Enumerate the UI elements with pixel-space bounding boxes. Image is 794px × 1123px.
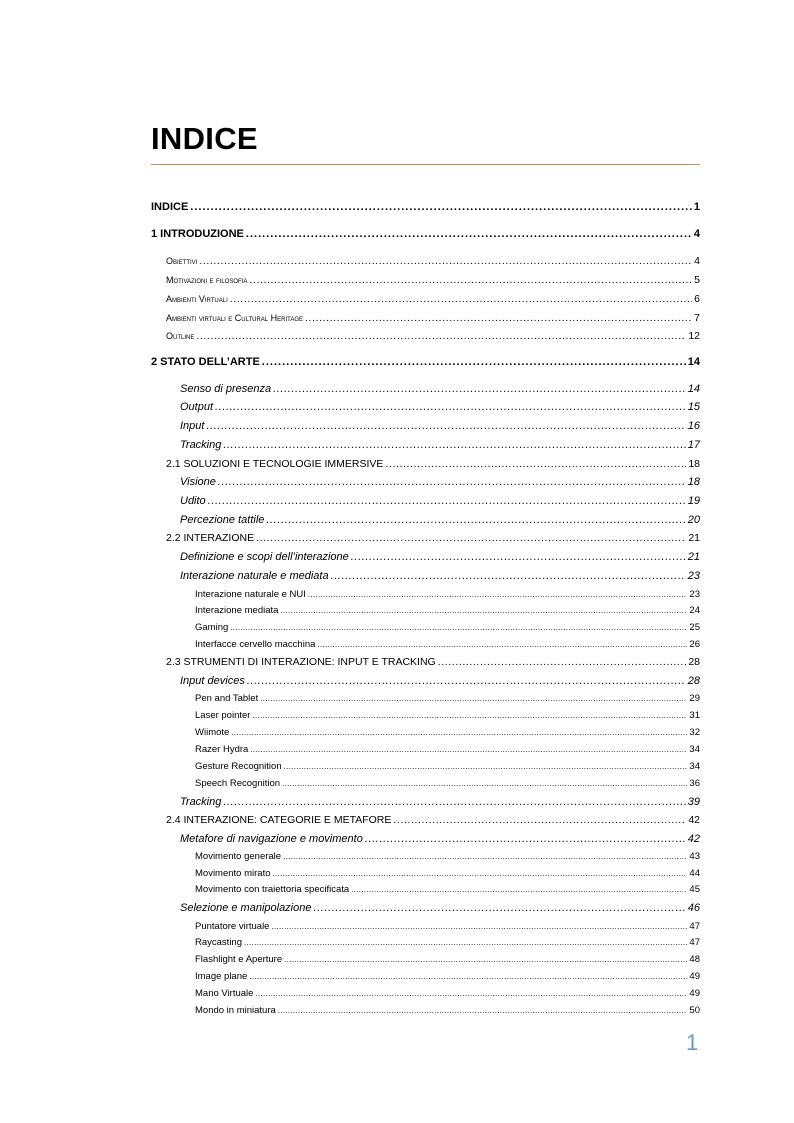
toc-entry[interactable] bbox=[195, 884, 700, 895]
toc-entry[interactable] bbox=[180, 796, 700, 808]
toc-entry[interactable] bbox=[195, 868, 700, 879]
toc-entry[interactable] bbox=[180, 551, 700, 563]
toc-entry-label: Interfacce cervello macchina bbox=[195, 639, 316, 650]
toc-entry-page: 1 bbox=[693, 201, 700, 213]
toc-entry[interactable] bbox=[180, 476, 700, 488]
toc-leader bbox=[208, 495, 686, 507]
toc-entry-page: 4 bbox=[694, 255, 700, 267]
toc-entry[interactable] bbox=[180, 420, 700, 432]
toc-entry-label: Outline bbox=[166, 331, 195, 341]
toc-entry-page: 16 bbox=[687, 420, 700, 432]
toc-leader bbox=[230, 293, 692, 305]
toc-leader bbox=[231, 727, 687, 738]
toc-entry-label: Metafore di navigazione e movimento bbox=[180, 833, 363, 845]
toc-leader bbox=[284, 761, 688, 772]
toc-entry-page: 48 bbox=[689, 954, 700, 965]
toc-entry[interactable] bbox=[195, 937, 700, 948]
toc-leader bbox=[247, 675, 686, 687]
toc-entry-page: 49 bbox=[689, 988, 700, 999]
toc-entry[interactable] bbox=[166, 274, 700, 286]
toc-entry-label: 2.4 INTERAZIONE: CATEGORIE E METAFORE bbox=[166, 814, 392, 826]
toc-entry-label: Output bbox=[180, 401, 214, 413]
toc-entry-page: 23 bbox=[687, 570, 700, 582]
toc-entry-label: 2.1 SOLUZIONI E TECNOLOGIE IMMERSIVE bbox=[166, 458, 384, 470]
toc-leader bbox=[206, 420, 685, 432]
toc-entry-label: Motivazioni e filosofia bbox=[166, 275, 248, 285]
toc-entry-page: 7 bbox=[694, 312, 700, 324]
toc-entry[interactable] bbox=[180, 439, 700, 451]
toc-leader bbox=[199, 255, 692, 267]
toc-entry[interactable] bbox=[180, 495, 700, 507]
toc-leader bbox=[273, 383, 686, 395]
toc-entry-page: 42 bbox=[687, 833, 700, 845]
toc-entry-page: 4 bbox=[693, 228, 700, 240]
toc-leader bbox=[255, 988, 687, 999]
toc-entry-label: 2.3 STRUMENTI DI INTERAZIONE: INPUT E TRACKING bbox=[166, 656, 436, 668]
toc-leader bbox=[317, 639, 687, 650]
toc-entry-page: 50 bbox=[689, 1005, 700, 1016]
toc-entry-label: Movimento generale bbox=[195, 851, 282, 862]
toc-entry-page: 5 bbox=[694, 274, 700, 286]
toc-leader bbox=[252, 710, 687, 721]
toc-entry-page: 17 bbox=[687, 439, 700, 451]
toc-leader bbox=[365, 833, 686, 845]
toc-entry[interactable] bbox=[166, 532, 700, 544]
toc-entry-label: Speech Recognition bbox=[195, 778, 281, 789]
toc-entry-page: 28 bbox=[688, 656, 700, 668]
toc-entry[interactable] bbox=[166, 293, 700, 305]
toc-entry[interactable] bbox=[166, 330, 700, 342]
toc-leader bbox=[385, 458, 686, 470]
toc-entry-label: Raycasting bbox=[195, 937, 242, 948]
toc-entry-page: 36 bbox=[689, 778, 700, 789]
toc-entry-page: 24 bbox=[689, 605, 700, 616]
toc-entry[interactable] bbox=[151, 356, 700, 368]
toc-leader bbox=[438, 656, 687, 668]
toc-leader bbox=[196, 330, 686, 342]
toc-entry-page: 14 bbox=[687, 383, 700, 395]
title-underline bbox=[151, 164, 700, 165]
toc-entry-label: Gesture Recognition bbox=[195, 761, 282, 772]
toc-entry-label: Razer Hydra bbox=[195, 744, 249, 755]
toc-entry-page: 20 bbox=[687, 514, 700, 526]
toc-entry[interactable] bbox=[180, 902, 700, 914]
toc-entry-page: 39 bbox=[687, 796, 700, 808]
toc-entry[interactable] bbox=[195, 851, 700, 862]
toc-entry-label: Tracking bbox=[180, 439, 222, 451]
toc-leader bbox=[282, 778, 687, 789]
toc-entry-label: Percezione tattile bbox=[180, 514, 265, 526]
toc-entry-page: 12 bbox=[688, 330, 700, 342]
toc-entry-page: 25 bbox=[689, 622, 700, 633]
toc-entry-page: 47 bbox=[689, 937, 700, 948]
toc-entry-label: Input bbox=[180, 420, 205, 432]
toc-entry[interactable] bbox=[151, 228, 700, 240]
toc-entry-page: 46 bbox=[687, 902, 700, 914]
toc-entry-page: 14 bbox=[687, 356, 700, 368]
toc-leader bbox=[331, 570, 686, 582]
toc-entry[interactable] bbox=[195, 589, 700, 600]
toc-leader bbox=[284, 954, 687, 965]
toc-leader bbox=[256, 532, 686, 544]
toc-leader bbox=[313, 902, 685, 914]
toc-entry-page: 34 bbox=[689, 744, 700, 755]
toc-entry-label: Image plane bbox=[195, 971, 248, 982]
toc-entry-page: 44 bbox=[689, 868, 700, 879]
page-title: INDICE bbox=[151, 121, 258, 156]
toc-entry-page: 49 bbox=[689, 971, 700, 982]
toc-leader bbox=[249, 274, 692, 286]
toc-entry-label: Input devices bbox=[180, 675, 245, 687]
toc-entry[interactable] bbox=[180, 833, 700, 845]
toc-entry-label: Mano Virtuale bbox=[195, 988, 254, 999]
toc-leader bbox=[215, 401, 686, 413]
toc-entry-label: Movimento con traiettoria specificata bbox=[195, 884, 350, 895]
toc-entry-page: 21 bbox=[688, 532, 700, 544]
toc-leader bbox=[260, 693, 687, 704]
toc-entry-label: Gaming bbox=[195, 622, 229, 633]
toc-leader bbox=[223, 439, 685, 451]
toc-entry-page: 19 bbox=[687, 495, 700, 507]
toc-entry-page: 43 bbox=[689, 851, 700, 862]
toc-entry-page: 23 bbox=[689, 589, 700, 600]
toc-entry-label: Ambienti virtuali e Cultural Heritage bbox=[166, 313, 304, 323]
toc-entry-label: Visione bbox=[180, 476, 216, 488]
toc-leader bbox=[218, 476, 686, 488]
toc-entry[interactable] bbox=[166, 656, 700, 668]
toc-entry[interactable] bbox=[195, 761, 700, 772]
toc-leader bbox=[266, 514, 685, 526]
toc-entry[interactable] bbox=[166, 814, 700, 826]
toc-entry-label: Wiimote bbox=[195, 727, 230, 738]
toc-entry[interactable] bbox=[195, 988, 700, 999]
toc-entry[interactable] bbox=[195, 710, 700, 721]
toc-leader bbox=[280, 605, 687, 616]
toc-entry-label: Ambienti Virtuali bbox=[166, 294, 228, 304]
toc-entry[interactable] bbox=[195, 727, 700, 738]
toc-entry-label: Flashlight e Aperture bbox=[195, 954, 283, 965]
toc-entry[interactable] bbox=[195, 622, 700, 633]
toc-entry-page: 42 bbox=[688, 814, 700, 826]
toc-entry-label: Selezione e manipolazione bbox=[180, 902, 312, 914]
toc-entry[interactable] bbox=[166, 458, 700, 470]
toc-entry[interactable] bbox=[151, 201, 700, 213]
toc-entry[interactable] bbox=[195, 921, 700, 932]
toc-leader bbox=[230, 622, 687, 633]
toc-entry-label: Obiettivi bbox=[166, 256, 198, 266]
toc-entry-label: Puntatore virtuale bbox=[195, 921, 270, 932]
toc-leader bbox=[190, 201, 692, 213]
toc-leader bbox=[351, 551, 686, 563]
toc-entry-label: Movimento mirato bbox=[195, 868, 271, 879]
toc-entry-label: 1 INTRODUZIONE bbox=[151, 228, 244, 240]
toc-entry-page: 29 bbox=[689, 693, 700, 704]
toc-entry[interactable] bbox=[180, 383, 700, 395]
toc-entry-page: 6 bbox=[694, 293, 700, 305]
toc-leader bbox=[246, 228, 692, 240]
toc-leader bbox=[273, 868, 688, 879]
toc-entry[interactable] bbox=[195, 744, 700, 755]
toc-leader bbox=[278, 1005, 688, 1016]
toc-entry-label: Definizione e scopi dell’interazione bbox=[180, 551, 349, 563]
toc-entry-page: 26 bbox=[689, 639, 700, 650]
toc-entry[interactable] bbox=[195, 1005, 700, 1016]
toc-entry-page: 21 bbox=[687, 551, 700, 563]
toc-leader bbox=[305, 312, 692, 324]
toc-entry[interactable] bbox=[166, 255, 700, 267]
toc-entry[interactable] bbox=[166, 312, 700, 324]
toc-entry[interactable] bbox=[180, 401, 700, 413]
toc-entry-label: INDICE bbox=[151, 201, 189, 213]
toc-leader bbox=[249, 971, 687, 982]
toc-entry-label: Interazione naturale e NUI bbox=[195, 589, 306, 600]
toc-entry-page: 18 bbox=[687, 476, 700, 488]
toc-entry-page: 32 bbox=[689, 727, 700, 738]
toc-entry[interactable] bbox=[180, 570, 700, 582]
toc-entry-label: Udito bbox=[180, 495, 206, 507]
toc-entry-label: Mondo in miniatura bbox=[195, 1005, 276, 1016]
toc-entry-label: 2.2 INTERAZIONE bbox=[166, 532, 255, 544]
toc-leader bbox=[283, 851, 687, 862]
toc-entry[interactable] bbox=[195, 971, 700, 982]
toc-entry-label: Interazione mediata bbox=[195, 605, 279, 616]
toc-leader bbox=[308, 589, 688, 600]
toc-entry[interactable] bbox=[180, 675, 700, 687]
toc-entry-label: Pen and Tablet bbox=[195, 693, 259, 704]
toc-entry-page: 28 bbox=[687, 675, 700, 687]
toc-leader bbox=[223, 796, 685, 808]
toc-entry-label: Tracking bbox=[180, 796, 222, 808]
toc-entry-label: Laser pointer bbox=[195, 710, 251, 721]
toc-entry[interactable] bbox=[195, 639, 700, 650]
toc-leader bbox=[262, 356, 686, 368]
toc-entry[interactable] bbox=[195, 693, 700, 704]
toc-leader bbox=[351, 884, 687, 895]
toc-entry-label: Senso di presenza bbox=[180, 383, 272, 395]
toc-entry-page: 31 bbox=[689, 710, 700, 721]
toc-entry-page: 18 bbox=[688, 458, 700, 470]
toc-leader bbox=[271, 921, 687, 932]
toc-entry-page: 47 bbox=[689, 921, 700, 932]
toc-entry-label: Interazione naturale e mediata bbox=[180, 570, 329, 582]
page-number: 1 bbox=[686, 1030, 699, 1055]
toc-entry[interactable] bbox=[195, 605, 700, 616]
toc-leader bbox=[393, 814, 686, 826]
toc-entry-page: 45 bbox=[689, 884, 700, 895]
toc-entry[interactable] bbox=[195, 954, 700, 965]
toc-entry-label: 2 STATO DELL’ARTE bbox=[151, 356, 260, 368]
toc-entry[interactable] bbox=[180, 514, 700, 526]
toc-leader bbox=[250, 744, 687, 755]
toc-leader bbox=[244, 937, 687, 948]
toc-entry-page: 34 bbox=[689, 761, 700, 772]
toc-entry-page: 15 bbox=[687, 401, 700, 413]
toc-entry[interactable] bbox=[195, 778, 700, 789]
